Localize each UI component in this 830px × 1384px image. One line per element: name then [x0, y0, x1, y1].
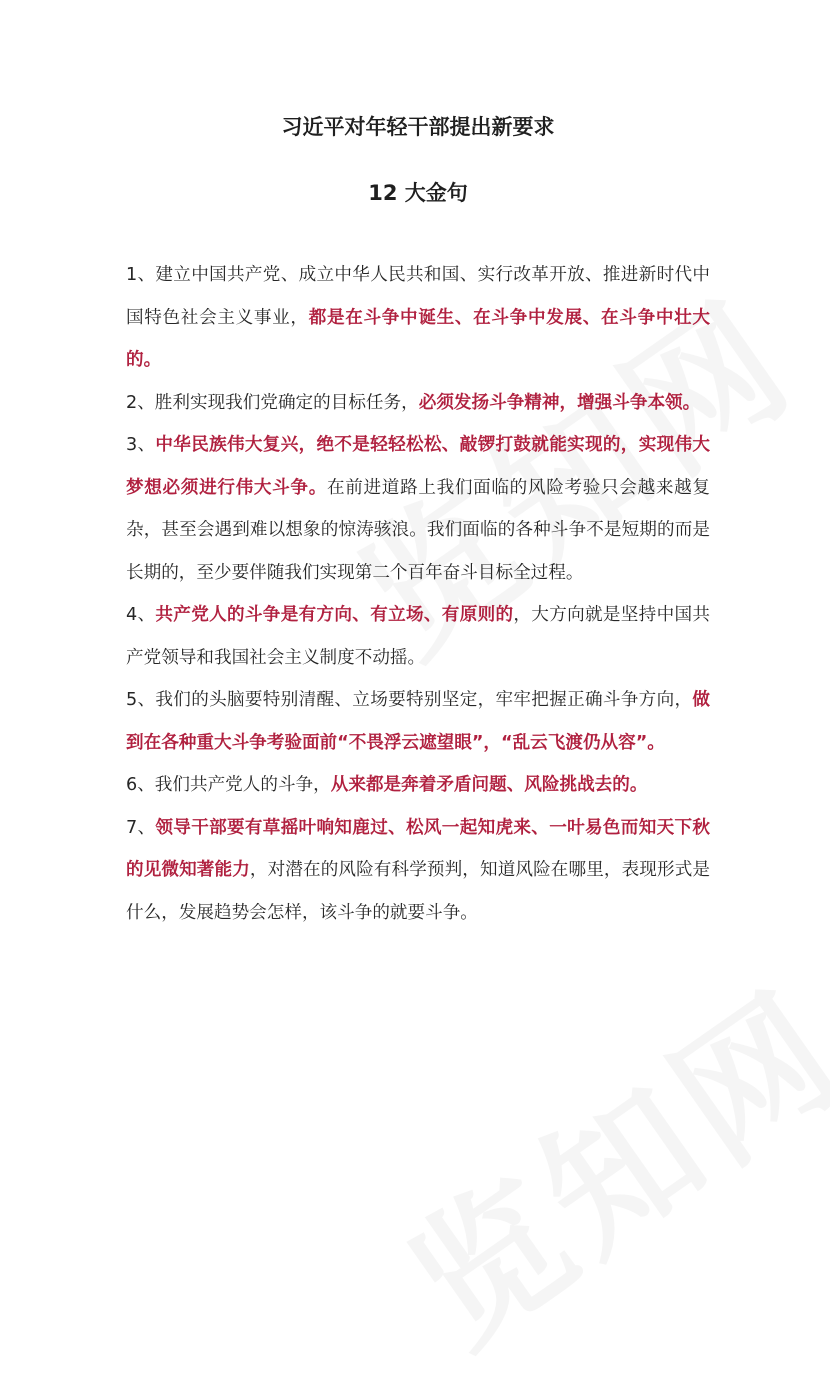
quote-highlight: 从来都是奔着矛盾问题、风险挑战去的。: [330, 775, 648, 795]
quote-number: 2、: [126, 392, 155, 413]
quote-item-4: [126, 594, 710, 679]
quote-highlight: 共产党人的斗争是有方向、有立场、有原则的: [155, 605, 514, 625]
quote-highlight: 中华民族伟大复兴，绝不是轻轻松松、敲锣打鼓就能实现的，实现伟大梦想必须进行伟大斗争。: [126, 435, 710, 498]
quote-text: 胜利实现我们党确定的目标任务，: [154, 392, 419, 413]
quote-text-after: ，对潜在的风险有科学预判，知道风险在哪里，表现形式是什么，发展趋势会怎样，该斗争的就要斗争。: [126, 860, 710, 923]
quote-number: 4、: [126, 605, 156, 625]
quote-item-6: [126, 764, 710, 807]
watermark-bottom: [361, 932, 830, 1384]
quote-number: 5、: [126, 690, 156, 710]
quote-list: [126, 254, 710, 934]
quote-number: 3、: [126, 435, 156, 455]
quote-number: 7、: [126, 817, 156, 838]
quote-number: 6、: [126, 775, 155, 795]
quote-highlight: 领导干部要有草摇叶响知鹿过、松风一起知虎来、一叶易色而知天下秋的见微知著能力: [126, 817, 710, 880]
quote-item-3: [126, 424, 710, 594]
quote-item-5: [126, 679, 710, 764]
quote-highlight: 都是在斗争中诞生、在斗争中发展、在斗争中壮大的。: [126, 307, 710, 370]
quote-number: 1、: [126, 265, 156, 285]
quote-text-after: 在前进道路上我们面临的风险考验只会越来越复杂，甚至会遇到难以想象的惊涛骇浪。我们面临的各种斗争不是短期的而是长期的，至少要伴随我们实现第二个百年奋斗目标全过程。: [126, 477, 710, 583]
document-subtitle: 12 大金句: [368, 181, 468, 205]
quote-text: 我们的头脑要特别清醒、立场要特别坚定，牢牢把握正确斗争方向，: [155, 690, 693, 710]
quote-text-after: ，大方向就是坚持中国共产党领导和我国社会主义制度不动摇。: [126, 605, 710, 668]
document-page: [126, 102, 710, 934]
quote-item-1: [126, 254, 710, 382]
quote-item-2: [126, 382, 710, 425]
quote-text: 我们共产党人的斗争，: [154, 775, 331, 795]
quote-text: 建立中国共产党、成立中华人民共和国、实行改革开放、推进新时代中国特色社会主义事业，: [126, 265, 710, 328]
quote-highlight: 必须发扬斗争精神，增强斗争本领。: [418, 392, 701, 413]
quote-highlight: 做到在各种重大斗争考验面前“不畏浮云遮望眼”，“乱云飞渡仍从容”。: [126, 690, 710, 753]
document-title: 习近平对年轻干部提出新要求: [281, 115, 555, 139]
quote-item-7: [126, 807, 710, 935]
